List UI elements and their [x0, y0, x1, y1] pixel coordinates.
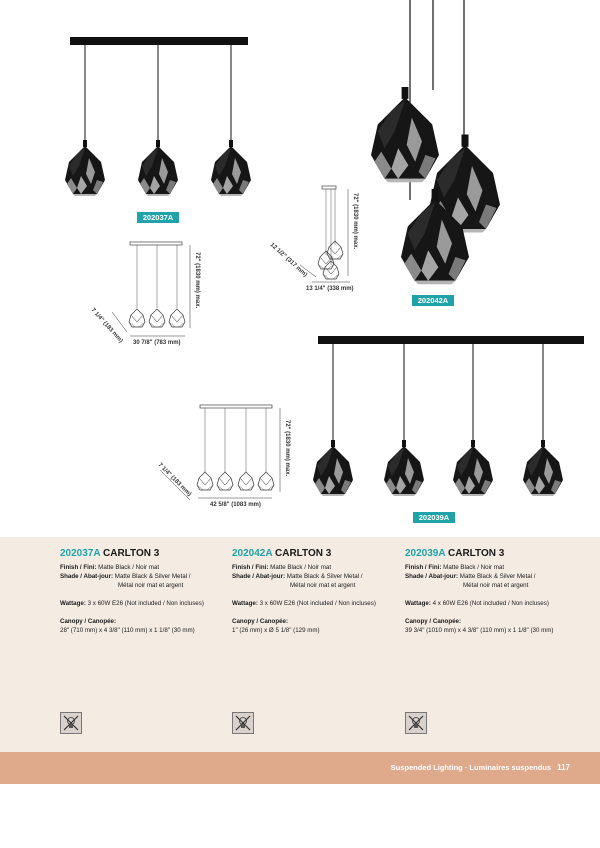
canopy-value: 1" (26 mm) x Ø 5 1/8" (129 mm): [232, 627, 320, 634]
product-heading: [405, 547, 575, 561]
canopy-value: 28" (710 mm) x 4 3/8" (110 mm) x 1 1/8" (30 mm): [60, 627, 195, 634]
footer-section: [391, 763, 570, 772]
shade-label: Shade / Abat-jour:: [405, 573, 459, 580]
product-heading: [60, 547, 230, 561]
shade-label: Shade / Abat-jour:: [232, 573, 286, 580]
shade-value-fr: Métal noir mat et argent: [290, 582, 356, 589]
product-name: CARLTON 3: [275, 548, 332, 559]
shade-value-fr: Métal noir mat et argent: [463, 582, 529, 589]
dim-202042A-width: 13 1/4" (338 mm): [306, 286, 354, 292]
canopy-value: 39 3/4" (1010 mm) x 4 3/8" (110 mm) x 1 1/8" (30 mm): [405, 627, 554, 634]
shade-value-fr: Métal noir mat et argent: [118, 582, 184, 589]
shade-value: Matte Black & Silver Metal /: [286, 573, 363, 580]
product-code: 202037A: [60, 548, 101, 559]
dimmable-icon: [405, 712, 427, 734]
diagram-202037A: [112, 242, 190, 336]
dimmable-icon: [60, 712, 82, 734]
spec-column-202039A: [405, 547, 575, 635]
canopy-label: Canopy / Canopée:: [60, 618, 117, 625]
spec-column-202037A: [60, 547, 230, 635]
shade-value: Matte Black & Silver Metal /: [114, 573, 191, 580]
wattage-value: 3 x 60W E26 (Not included / Non incluses): [259, 600, 376, 607]
product-name: CARLTON 3: [448, 548, 505, 559]
canopy-label: Canopy / Canopée:: [232, 618, 289, 625]
finish-label: Finish / Fini:: [60, 564, 97, 571]
finish-value: Matte Black / Noir mat: [443, 564, 505, 571]
tag-202042A: 202042A: [412, 295, 454, 306]
product-heading: [232, 547, 402, 561]
finish-value: Matte Black / Noir mat: [270, 564, 332, 571]
dim-202042A-depth: 12 1/2" (317 mm): [268, 242, 309, 279]
finish-label: Finish / Fini:: [232, 564, 269, 571]
dim-202037A-depth: 7 1/4" (183 mm): [89, 307, 124, 345]
footer-section-title: Suspended Lighting · Luminaires suspendus: [390, 763, 552, 772]
dim-202039A-width: 42 5/8" (1083 mm): [210, 502, 261, 508]
product-code: 202039A: [405, 548, 446, 559]
wattage-value: 4 x 60W E26 (Not included / Non incluses): [432, 600, 549, 607]
finish-label: Finish / Fini:: [405, 564, 442, 571]
pendant-202039A-photo: [313, 336, 584, 496]
footer-band: [0, 752, 600, 784]
page-number: 117: [557, 763, 570, 772]
wattage-value: 3 x 60W E26 (Not included / Non incluses): [87, 600, 204, 607]
spec-band: [0, 537, 600, 752]
dimmable-icon: [232, 712, 254, 734]
dim-202039A-depth: 7 1/4" (183 mm): [156, 462, 193, 498]
wattage-label: Wattage:: [232, 600, 258, 607]
dim-202042A-height: 72" (1830 mm) max.: [352, 193, 358, 250]
shade-label: Shade / Abat-jour:: [60, 573, 114, 580]
finish-value: Matte Black / Noir mat: [98, 564, 160, 571]
dim-202039A-height: 72" (1830 mm) max.: [284, 420, 290, 477]
pendant-202037A-photo: [65, 37, 251, 196]
tag-202037A: 202037A: [137, 212, 179, 223]
pendant-202042A-photo: [371, 0, 500, 284]
dim-202037A-height: 72" (1830 mm) max.: [194, 252, 200, 309]
product-code: 202042A: [232, 548, 273, 559]
tag-202039A: 202039A: [413, 512, 455, 523]
dim-202037A-width: 30 7/8" (783 mm): [133, 340, 181, 346]
spec-column-202042A: [232, 547, 402, 635]
canopy-label: Canopy / Canopée:: [405, 618, 462, 625]
wattage-label: Wattage:: [60, 600, 86, 607]
shade-value: Matte Black & Silver Metal /: [459, 573, 536, 580]
wattage-label: Wattage:: [405, 600, 431, 607]
product-name: CARLTON 3: [103, 548, 160, 559]
diagram-202042A: [300, 186, 350, 282]
